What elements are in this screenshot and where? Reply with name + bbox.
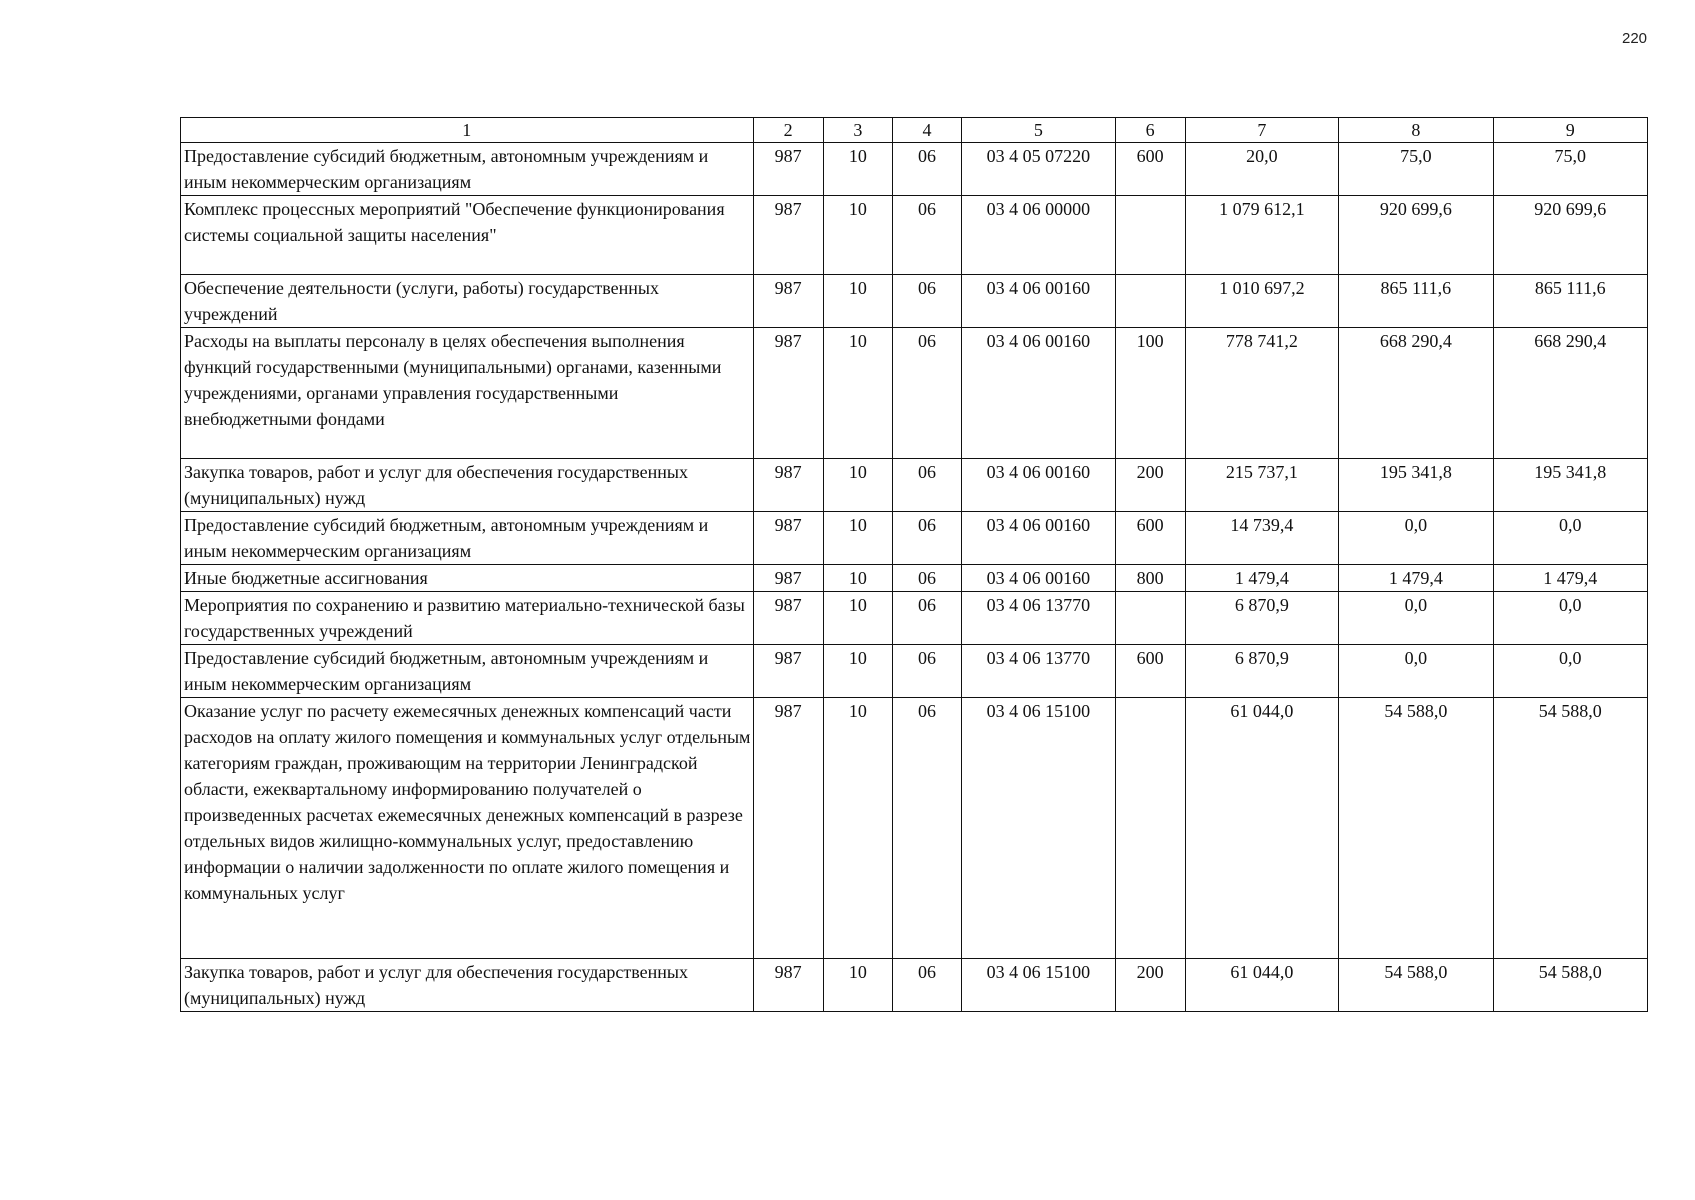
cell-expense-type: 600 — [1115, 143, 1185, 196]
cell-amount-7: 1 479,4 — [1185, 565, 1338, 592]
cell-target-article: 03 4 06 15100 — [962, 698, 1115, 959]
column-header: 7 — [1185, 118, 1338, 143]
cell-expense-type: 200 — [1115, 959, 1185, 1012]
cell-amount-7: 1 079 612,1 — [1185, 196, 1338, 275]
cell-expense-type — [1115, 592, 1185, 645]
table-row — [181, 143, 1648, 196]
row-name: Предоставление субсидий бюджетным, автономным учреждениям и иным некоммерческим организациям — [181, 143, 754, 196]
cell-amount-7: 215 737,1 — [1185, 459, 1338, 512]
cell-amount-9: 1 479,4 — [1493, 565, 1647, 592]
cell-section: 10 — [823, 645, 892, 698]
cell-amount-8: 865 111,6 — [1339, 275, 1493, 328]
cell-amount-8: 0,0 — [1339, 512, 1493, 565]
cell-subsection: 06 — [892, 698, 961, 959]
header-row — [181, 118, 1648, 143]
cell-amount-8: 54 588,0 — [1339, 959, 1493, 1012]
table-row — [181, 959, 1648, 1012]
page-number: 220 — [1622, 30, 1648, 47]
cell-ministry-code: 987 — [753, 645, 823, 698]
cell-amount-8: 920 699,6 — [1339, 196, 1493, 275]
cell-expense-type: 600 — [1115, 512, 1185, 565]
cell-target-article: 03 4 06 00160 — [962, 459, 1115, 512]
table-row — [181, 565, 1648, 592]
row-name: Закупка товаров, работ и услуг для обеспечения государственных (муниципальных) нужд — [181, 959, 754, 1012]
cell-expense-type: 600 — [1115, 645, 1185, 698]
cell-amount-9: 865 111,6 — [1493, 275, 1647, 328]
table-row — [181, 196, 1648, 275]
cell-expense-type: 800 — [1115, 565, 1185, 592]
cell-amount-7: 6 870,9 — [1185, 645, 1338, 698]
cell-subsection: 06 — [892, 565, 961, 592]
cell-target-article: 03 4 06 00160 — [962, 512, 1115, 565]
cell-amount-9: 54 588,0 — [1493, 959, 1647, 1012]
column-header: 9 — [1493, 118, 1647, 143]
cell-section: 10 — [823, 328, 892, 459]
cell-amount-9: 0,0 — [1493, 512, 1647, 565]
row-name: Комплекс процессных мероприятий "Обеспечение функционирования системы социальной защиты населения" — [181, 196, 754, 275]
cell-section: 10 — [823, 459, 892, 512]
cell-ministry-code: 987 — [753, 512, 823, 565]
column-header: 8 — [1339, 118, 1493, 143]
cell-ministry-code: 987 — [753, 565, 823, 592]
cell-target-article: 03 4 06 15100 — [962, 959, 1115, 1012]
column-header: 6 — [1115, 118, 1185, 143]
cell-ministry-code: 987 — [753, 328, 823, 459]
cell-ministry-code: 987 — [753, 592, 823, 645]
cell-expense-type — [1115, 275, 1185, 328]
cell-subsection: 06 — [892, 143, 961, 196]
row-name: Предоставление субсидий бюджетным, автономным учреждениям и иным некоммерческим организациям — [181, 512, 754, 565]
cell-amount-7: 61 044,0 — [1185, 698, 1338, 959]
row-name: Оказание услуг по расчету ежемесячных денежных компенсаций части расходов на оплату жилого помещения и коммунальных услуг отдельным категориям граждан, проживающим на территории Ленинградской области, ежеквартальному информированию получателей о произведенных расчетах ежемесячных денежных компенсаций в разрезе отдельных видов жилищно-коммунальных услуг, предоставлению информации о наличии задолженности по оплате жилого помещения и коммунальных услуг — [181, 698, 754, 959]
cell-amount-7: 778 741,2 — [1185, 328, 1338, 459]
table-row — [181, 459, 1648, 512]
cell-section: 10 — [823, 512, 892, 565]
cell-amount-7: 20,0 — [1185, 143, 1338, 196]
cell-expense-type — [1115, 196, 1185, 275]
cell-subsection: 06 — [892, 196, 961, 275]
cell-target-article: 03 4 06 13770 — [962, 645, 1115, 698]
budget-table — [180, 117, 1648, 1012]
cell-amount-8: 195 341,8 — [1339, 459, 1493, 512]
cell-section: 10 — [823, 592, 892, 645]
column-header: 5 — [962, 118, 1115, 143]
cell-expense-type: 200 — [1115, 459, 1185, 512]
cell-amount-8: 54 588,0 — [1339, 698, 1493, 959]
cell-amount-9: 668 290,4 — [1493, 328, 1647, 459]
cell-ministry-code: 987 — [753, 698, 823, 959]
row-name: Закупка товаров, работ и услуг для обеспечения государственных (муниципальных) нужд — [181, 459, 754, 512]
table-row — [181, 698, 1648, 959]
cell-amount-7: 6 870,9 — [1185, 592, 1338, 645]
cell-target-article: 03 4 05 07220 — [962, 143, 1115, 196]
cell-section: 10 — [823, 698, 892, 959]
cell-expense-type: 100 — [1115, 328, 1185, 459]
cell-amount-7: 61 044,0 — [1185, 959, 1338, 1012]
cell-amount-8: 1 479,4 — [1339, 565, 1493, 592]
cell-subsection: 06 — [892, 645, 961, 698]
cell-amount-9: 195 341,8 — [1493, 459, 1647, 512]
cell-amount-9: 0,0 — [1493, 592, 1647, 645]
cell-amount-8: 75,0 — [1339, 143, 1493, 196]
row-name: Мероприятия по сохранению и развитию материально-технической базы государственных учреждений — [181, 592, 754, 645]
table-row — [181, 512, 1648, 565]
column-header: 3 — [823, 118, 892, 143]
cell-amount-8: 668 290,4 — [1339, 328, 1493, 459]
table-row — [181, 645, 1648, 698]
column-header: 1 — [181, 118, 754, 143]
cell-amount-9: 920 699,6 — [1493, 196, 1647, 275]
cell-section: 10 — [823, 959, 892, 1012]
cell-target-article: 03 4 06 00160 — [962, 328, 1115, 459]
cell-subsection: 06 — [892, 275, 961, 328]
cell-ministry-code: 987 — [753, 143, 823, 196]
cell-ministry-code: 987 — [753, 196, 823, 275]
cell-section: 10 — [823, 275, 892, 328]
cell-ministry-code: 987 — [753, 275, 823, 328]
cell-amount-8: 0,0 — [1339, 592, 1493, 645]
cell-amount-7: 14 739,4 — [1185, 512, 1338, 565]
cell-subsection: 06 — [892, 328, 961, 459]
cell-target-article: 03 4 06 00000 — [962, 196, 1115, 275]
table-row — [181, 592, 1648, 645]
cell-section: 10 — [823, 196, 892, 275]
table-row — [181, 275, 1648, 328]
column-header: 4 — [892, 118, 961, 143]
cell-subsection: 06 — [892, 959, 961, 1012]
cell-amount-7: 1 010 697,2 — [1185, 275, 1338, 328]
cell-target-article: 03 4 06 00160 — [962, 275, 1115, 328]
cell-amount-9: 0,0 — [1493, 645, 1647, 698]
table-row — [181, 328, 1648, 459]
cell-subsection: 06 — [892, 512, 961, 565]
cell-amount-9: 54 588,0 — [1493, 698, 1647, 959]
cell-subsection: 06 — [892, 459, 961, 512]
cell-section: 10 — [823, 143, 892, 196]
row-name: Предоставление субсидий бюджетным, автономным учреждениям и иным некоммерческим организациям — [181, 645, 754, 698]
row-name: Расходы на выплаты персоналу в целях обеспечения выполнения функций государственными (муниципальными) органами, казенными учреждениями, органами управления государственными внебюджетными фондами — [181, 328, 754, 459]
row-name: Иные бюджетные ассигнования — [181, 565, 754, 592]
cell-target-article: 03 4 06 13770 — [962, 592, 1115, 645]
cell-target-article: 03 4 06 00160 — [962, 565, 1115, 592]
column-header: 2 — [753, 118, 823, 143]
cell-subsection: 06 — [892, 592, 961, 645]
cell-ministry-code: 987 — [753, 459, 823, 512]
cell-expense-type — [1115, 698, 1185, 959]
cell-amount-9: 75,0 — [1493, 143, 1647, 196]
cell-ministry-code: 987 — [753, 959, 823, 1012]
cell-amount-8: 0,0 — [1339, 645, 1493, 698]
row-name: Обеспечение деятельности (услуги, работы) государственных учреждений — [181, 275, 754, 328]
cell-section: 10 — [823, 565, 892, 592]
